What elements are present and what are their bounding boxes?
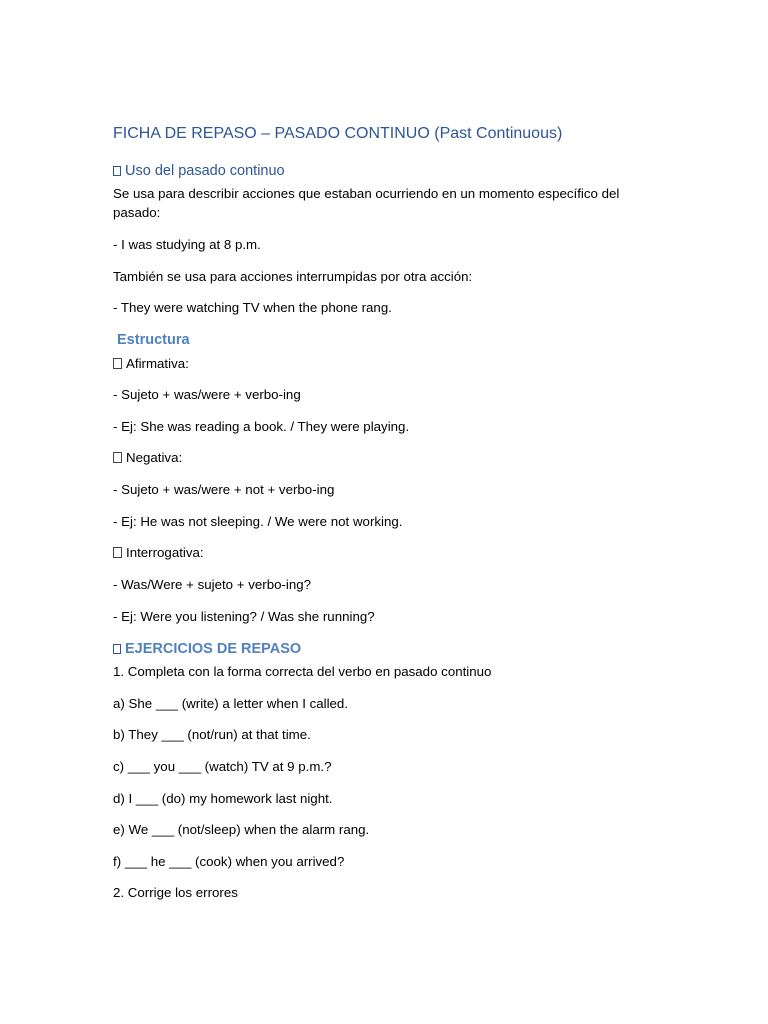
uso-interrupted: También se usa para acciones interrumpidas por otra acción: [113,269,473,284]
negativa-label [113,448,182,467]
exercise-item: a) She ___ (write) a letter when I called. [113,696,349,711]
exercise-item: f) ___ he ___ (cook) when you arrived? [113,854,345,869]
interrogativa-example: - Ej: Were you listening? / Was she running? [113,609,375,624]
afirmativa-label [113,354,189,373]
section-heading-uso [113,163,285,179]
exercise-item: b) They ___ (not/run) at that time. [113,727,311,742]
uso-intro: Se usa para describir acciones que estaban ocurriendo en un momento específico del pasado: [113,186,620,220]
missing-glyph-icon [113,358,122,369]
interrogativa-label [113,543,204,562]
negativa-formula: - Sujeto + was/were + not + verbo-ing [113,482,335,497]
page-title: FICHA DE REPASO – PASADO CONTINUO (Past Continuous) [113,125,563,142]
exercise-item: d) I ___ (do) my homework last night. [113,791,333,806]
afirmativa-formula: - Sujeto + was/were + verbo-ing [113,387,301,402]
exercise-instruction-1: 1. Completa con la forma correcta del verbo en pasado continuo [113,664,492,679]
exercise-item: e) We ___ (not/sleep) when the alarm rang. [113,822,370,837]
afirmativa-label-text: Afirmativa: [126,356,189,371]
missing-glyph-icon [113,547,122,558]
negativa-example: - Ej: He was not sleeping. / We were not working. [113,514,403,529]
uso-example-1: - I was studying at 8 p.m. [113,237,261,252]
uso-example-2: - They were watching TV when the phone rang. [113,300,392,315]
interrogativa-label-text: Interrogativa: [126,545,204,560]
missing-glyph-icon [113,166,121,176]
missing-glyph-icon [113,644,121,654]
section-heading-ejercicios [113,641,301,657]
negativa-label-text: Negativa: [126,450,183,465]
section-heading-ejercicios-label: EJERCICIOS DE REPASO [125,641,302,657]
interrogativa-formula: - Was/Were + sujeto + verbo-ing? [113,577,312,592]
exercise-instruction-2: 2. Corrige los errores [113,885,238,900]
exercise-item: c) ___ you ___ (watch) TV at 9 p.m.? [113,759,332,774]
section-heading-uso-label: Uso del pasado continuo [125,163,285,179]
afirmativa-example: - Ej: She was reading a book. / They were playing. [113,419,410,434]
section-heading-estructura: Estructura [117,332,190,348]
missing-glyph-icon [113,452,122,463]
